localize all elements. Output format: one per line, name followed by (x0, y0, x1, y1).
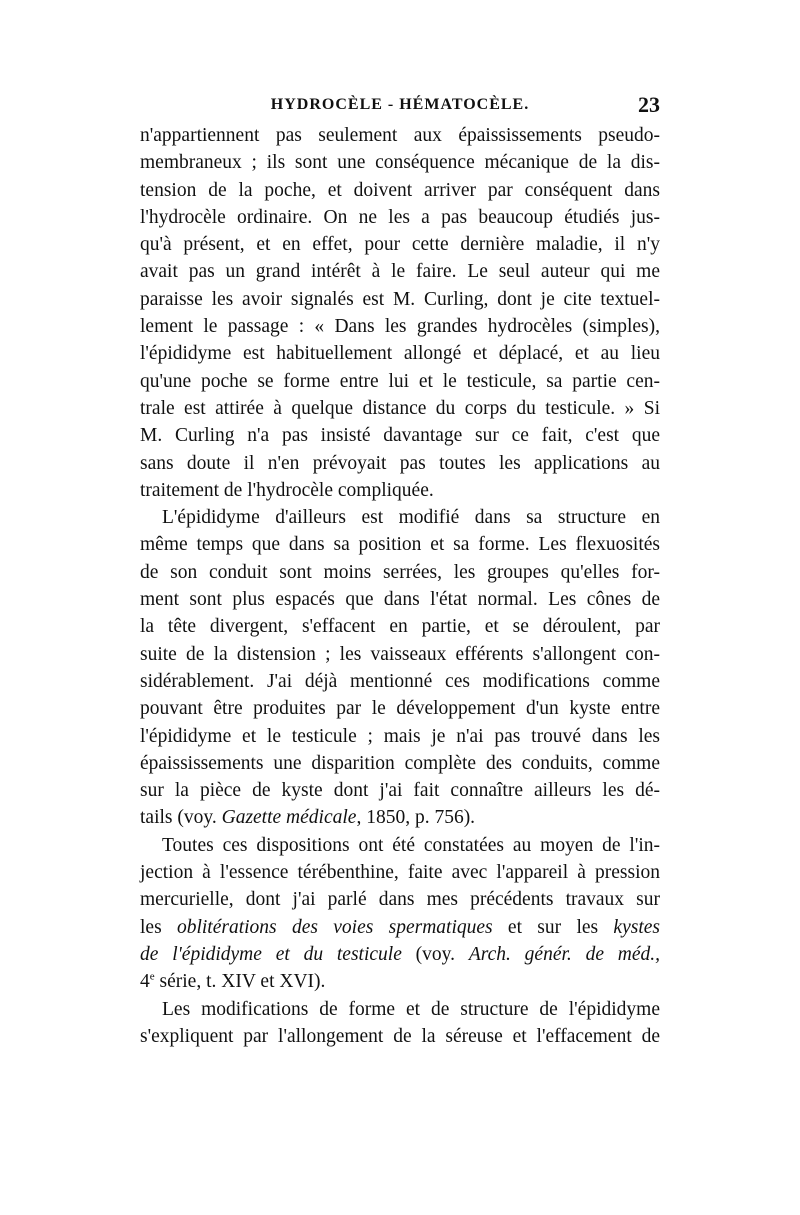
text-line: épaississements une disparition complète des conduits, comme (140, 752, 660, 774)
text-line (140, 804, 660, 831)
text-line: l'épididyme est habituellement allongé et déplacé, et au lieu (140, 343, 660, 365)
book-page (140, 92, 660, 1050)
text-line: L'épididyme d'ailleurs est modifié dans sa structure en (162, 507, 660, 529)
page-number: 23 (638, 92, 660, 117)
text-line: jection à l'essence térébenthine, faite avec l'appareil à pression (140, 862, 660, 884)
text-segment: série, t. XIV et XVI). (154, 971, 326, 993)
text-line: s'expliquent par l'allongement de la séreuse et l'effacement de (140, 1025, 660, 1047)
text-line: mercurielle, dont j'ai parlé dans mes précédents travaux sur (140, 889, 660, 911)
text-segment: et sur les (492, 916, 614, 938)
ordinal-suffix: e (149, 970, 155, 983)
text-line: sidérablement. J'ai déjà mentionné ces modifications comme (140, 670, 660, 692)
text-segment: tails (voy. (140, 807, 222, 829)
text-line: M. Curling n'a pas insisté davantage sur ce fait, c'est que (140, 425, 660, 447)
text-line: qu'une poche se forme entre lui et le testicule, sa partie cen- (140, 370, 660, 392)
text-line: traitement de l'hydrocèle compliquée. (140, 479, 434, 501)
text-line (140, 941, 660, 968)
text-line: qu'à présent, et en effet, pour cette dernière maladie, il n'y (140, 234, 660, 256)
text-segment: , 1850, p. 756). (356, 807, 476, 829)
text-line: n'appartiennent pas seulement aux épaississements pseudo- (140, 125, 660, 146)
text-line: Toutes ces dispositions ont été constatées au moyen de l'in- (162, 834, 660, 856)
work-title: de l'épididyme et du testicule (140, 943, 402, 965)
text-line: sans doute il n'en prévoyait pas toutes les applications au (140, 452, 660, 474)
text-line: suite de la distension ; les vaisseaux efférents s'allongent con- (140, 643, 660, 665)
text-line: Les modifications de forme et de structure de l'épididyme (162, 998, 660, 1020)
work-title: oblitérations des voies spermatiques (176, 916, 493, 938)
text-line: tension de la poche, et doivent arriver par conséquent dans (140, 179, 660, 201)
text-line: trale est attirée à quelque distance du corps du testicule. » Si (140, 397, 660, 419)
journal-citation: Arch. génér. de méd., (468, 943, 661, 965)
body-text (140, 122, 660, 1050)
text-line: de son conduit sont moins serrées, les groupes qu'elles for- (140, 561, 660, 583)
journal-citation: Gazette médicale (221, 807, 357, 829)
text-line (140, 968, 660, 995)
text-segment: (voy. (401, 943, 469, 965)
text-line: l'épididyme et le testicule ; mais je n'ai pas trouvé dans les (140, 725, 660, 747)
text-line: ment sont plus espacés que dans l'état normal. Les cônes de (140, 589, 660, 611)
text-line: avait pas un grand intérêt à le faire. Le seul auteur qui me (140, 261, 660, 283)
text-line (140, 914, 660, 941)
text-line: même temps que dans sa position et sa forme. Les flexuosités (140, 534, 660, 556)
text-line: l'hydrocèle ordinaire. On ne les a pas beaucoup étudiés jus- (140, 206, 660, 228)
text-line: lement le passage : « Dans les grandes hydrocèles (simples), (140, 316, 660, 338)
running-head (140, 92, 660, 122)
text-segment: les (140, 916, 177, 938)
text-line: paraisse les avoir signalés est M. Curling, dont je cite textuel- (140, 288, 660, 310)
text-line: membraneux ; ils sont une conséquence mécanique de la dis- (140, 152, 660, 174)
running-title: HYDROCÈLE - HÉMATOCÈLE. (270, 96, 530, 113)
text-line: pouvant être produites par le développement d'un kyste entre (140, 698, 660, 720)
work-title: kystes (613, 916, 660, 938)
text-line: la tête divergent, s'effacent en partie, et se déroulent, par (140, 616, 660, 638)
text-line: sur la pièce de kyste dont j'ai fait connaître ailleurs les dé- (140, 780, 660, 802)
text-segment: 4 (140, 971, 150, 993)
